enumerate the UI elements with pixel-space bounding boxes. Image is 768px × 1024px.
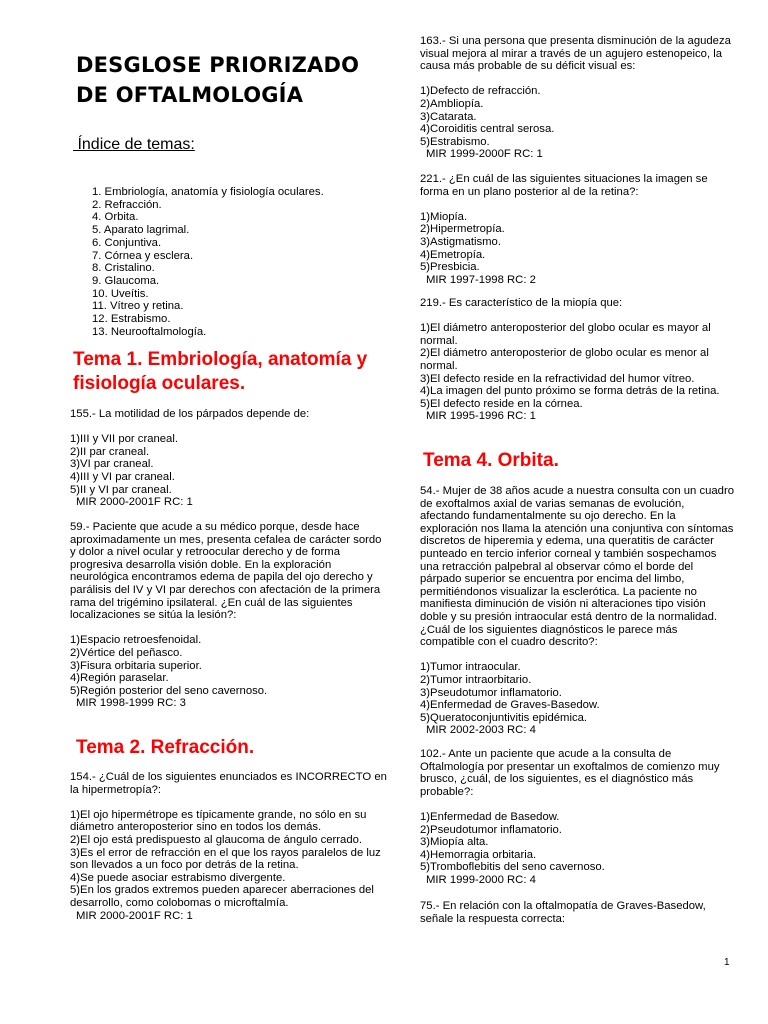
index-item: 5. Aparato lagrimal.	[92, 224, 190, 237]
answer-option: 2)Tumor intraorbitario.	[420, 673, 532, 686]
index-item: 7. Córnea y esclera.	[92, 249, 194, 262]
answer-option: 1)Miopía.	[420, 210, 468, 223]
answer-option: 2)Vértice del peñasco.	[70, 646, 183, 659]
answer-option: 3)Pseudotumor inflamatorio.	[420, 686, 562, 699]
answer-option: 3)El defecto reside en la refractividad del humor vítreo.	[420, 372, 695, 385]
question-219	[420, 297, 735, 423]
answer-option: 5)Queratoconjuntivitis epidémica.	[420, 711, 588, 724]
answer-option: 4)Enfermedad de Graves-Basedow.	[420, 699, 600, 712]
title-line-1: DESGLOSE PRIORIZADO	[76, 53, 360, 77]
document-title	[76, 50, 359, 110]
answer-option: 1)Defecto de refracción.	[420, 85, 541, 98]
answer-option: 4)III y VI par craneal.	[70, 470, 175, 483]
exam-source: MIR 1995-1996 RC: 1	[426, 410, 536, 423]
answer-option: 3)VI par craneal.	[70, 458, 154, 471]
answer-option: 5)Tromboflebitis del seno cavernoso.	[420, 861, 605, 874]
question-stem: 59.- Paciente que acude a su médico porque, desde hace aproximadamente un mes, presenta cefalea de carácter sordo y dolor a nivel ocular y retroocular derecho y de forma progresiva desarrolla visión doble. En la exploración neurológica encontramos edema de papila del ojo derecho y parálisis del IV y VI par derechos con afectación de la primera rama del trigémino ipsilateral. ¿En cuál de las siguientes localizaciones se sitúa la lesión?:	[70, 521, 382, 622]
index-item: 9. Glaucoma.	[92, 274, 160, 287]
exam-source: MIR 1998-1999 RC: 3	[76, 697, 186, 710]
question-stem: 75.- En relación con la oftalmopatía de Graves-Basedow, señale la respuesta correcta:	[420, 900, 706, 925]
answer-option: 1)El ojo hipermétrope es típicamente grande, no sólo en su diámetro anteroposterior sino en todos los demás.	[70, 808, 367, 834]
answer-option: 5)Estrabismo.	[420, 135, 490, 148]
exam-source: MIR 2002-2003 RC: 4	[426, 724, 536, 737]
question-154	[70, 771, 388, 922]
question-163	[420, 35, 735, 161]
question-stem: 54.- Mujer de 38 años acude a nuestra consulta con un cuadro de exoftalmos axial de varias semanas de evolución, afectando fundamentalmente su ojo derecho. En la exploración nos llama la atención una conjuntiva con síntomas discretos de hiperemia y edema, una queratitis de carácter punteado en tercio inferior corneal y también sospechamos una retracción palpebral al observar cómo el borde del párpado superior se encuentra por encima del limbo, permitiéndonos visualizar la esclerótica. La paciente no manifiesta diminución de visión ni alteraciones tipo visión doble y su presión intraocular está dentro de la normalidad. ¿Cuál de los siguientes diagnósticos le parece más compatible con el cuadro descrito?:	[420, 485, 735, 649]
index-item: 1. Embriología, anatomía y fisiología oculares.	[92, 186, 324, 198]
answer-option: 2)Ambliopía.	[420, 97, 484, 110]
exam-source: MIR 2000-2001F RC: 1	[76, 496, 193, 509]
answer-option: 3)Es el error de refracción en el que los rayos paralelos de luz son llevados a un foco por detrás de la retina.	[70, 846, 381, 872]
answer-option: 2)El ojo está predispuesto al glaucoma de ángulo cerrado.	[70, 833, 363, 846]
exam-source: MIR 2000-2001F RC: 1	[76, 909, 193, 922]
exam-source: MIR 1999-2000 RC: 4	[426, 873, 536, 886]
index-heading: Índice de temas:	[73, 136, 195, 153]
section-heading-tema-1: Tema 1. Embriología, anatomía y fisiología oculares.	[73, 349, 368, 394]
topic-index-list	[92, 186, 324, 338]
answer-option: 3)Astigmatismo.	[420, 235, 501, 248]
index-item: 10. Uveítis.	[92, 287, 149, 300]
question-54	[420, 485, 735, 737]
question-stem: 102.- Ante un paciente que acude a la consulta de Oftalmología por presentar un exoftalmos de comienzo muy brusco, ¿cuál, de los siguientes, es el diagnóstico más probable?:	[420, 748, 720, 798]
question-59	[70, 521, 388, 710]
exam-source: MIR 1997-1998 RC: 2	[426, 273, 536, 286]
question-75	[420, 900, 735, 925]
index-item: 2. Refracción.	[92, 198, 162, 211]
answer-option: 1)Tumor intraocular.	[420, 661, 521, 674]
answer-option: 5)En los grados extremos pueden aparecer aberraciones del desarrollo, como colobomas o microftalmía.	[70, 884, 374, 909]
index-item: 4. Orbita.	[92, 211, 139, 224]
index-item: 11. Vítreo y retina.	[92, 300, 184, 313]
answer-option: 1)III y VII por craneal.	[70, 433, 178, 446]
answer-option: 1)Enfermedad de Basedow.	[420, 810, 560, 823]
answer-option: 4)Hemorragia orbitaria.	[420, 848, 537, 861]
question-221	[420, 173, 735, 286]
index-item: 13. Neurooftalmología.	[92, 325, 207, 338]
answer-option: 4)Emetropía.	[420, 248, 486, 261]
answer-option: 4)Región paraselar.	[70, 672, 169, 685]
section-heading-tema-2: Tema 2. Refracción.	[76, 737, 255, 758]
question-stem: 163.- Si una persona que presenta disminución de la agudeza visual mejora al mirar a través de un agujero estenopeico, la causa más probable de su déficit visual es:	[420, 35, 731, 73]
question-stem: 221.- ¿En cuál de las siguientes situaciones la imagen se forma en un plano posterior al de la retina?:	[420, 173, 708, 198]
question-stem: 155.- La motilidad de los párpados depende de:	[70, 408, 310, 420]
answer-option: 5)II y VI par craneal.	[70, 483, 172, 496]
index-item: 6. Conjuntiva.	[92, 236, 162, 249]
answer-option: 2)Hipermetropía.	[420, 223, 505, 236]
answer-option: 2)El diámetro anteroposterior de globo ocular es menor al normal.	[420, 347, 709, 372]
answer-option: 3)Fisura orbitaria superior.	[70, 659, 202, 672]
answer-option: 5)El defecto reside en la córnea.	[420, 397, 583, 410]
question-102	[420, 748, 735, 887]
answer-option: 5)Presbicia.	[420, 261, 480, 274]
answer-option: 3)Miopía alta.	[420, 836, 489, 849]
answer-option: 1)El diámetro anteroposterior del globo ocular es mayor al normal.	[420, 322, 711, 347]
answer-option: 4)La imagen del punto próximo se forma detrás de la retina.	[420, 385, 720, 398]
page-number: 1	[724, 957, 730, 968]
answer-option: 4)Coroiditis central serosa.	[420, 123, 555, 136]
title-line-2: DE OFTALMOLOGÍA	[76, 83, 304, 107]
answer-option: 5)Región posterior del seno cavernoso.	[70, 684, 268, 697]
answer-option: 3)Catarata.	[420, 110, 477, 123]
question-155	[70, 408, 388, 509]
question-stem: 154.- ¿Cuál de los siguientes enunciados es INCORRECTO en la hipermetropía?:	[70, 771, 387, 796]
index-item: 12. Estrabismo.	[92, 313, 171, 326]
index-item: 8. Cristalino.	[92, 262, 155, 275]
section-heading-tema-4: Tema 4. Orbita.	[423, 450, 559, 471]
answer-option: 4)Se puede asociar estrabismo divergente.	[70, 871, 286, 884]
answer-option: 1)Espacio retroesfenoidal.	[70, 634, 202, 647]
question-stem: 219.- Es característico de la miopía que:	[420, 297, 623, 309]
exam-source: MIR 1999-2000F RC: 1	[426, 148, 543, 161]
answer-option: 2)Pseudotumor inflamatorio.	[420, 823, 562, 836]
answer-option: 2)II par craneal.	[70, 445, 150, 458]
